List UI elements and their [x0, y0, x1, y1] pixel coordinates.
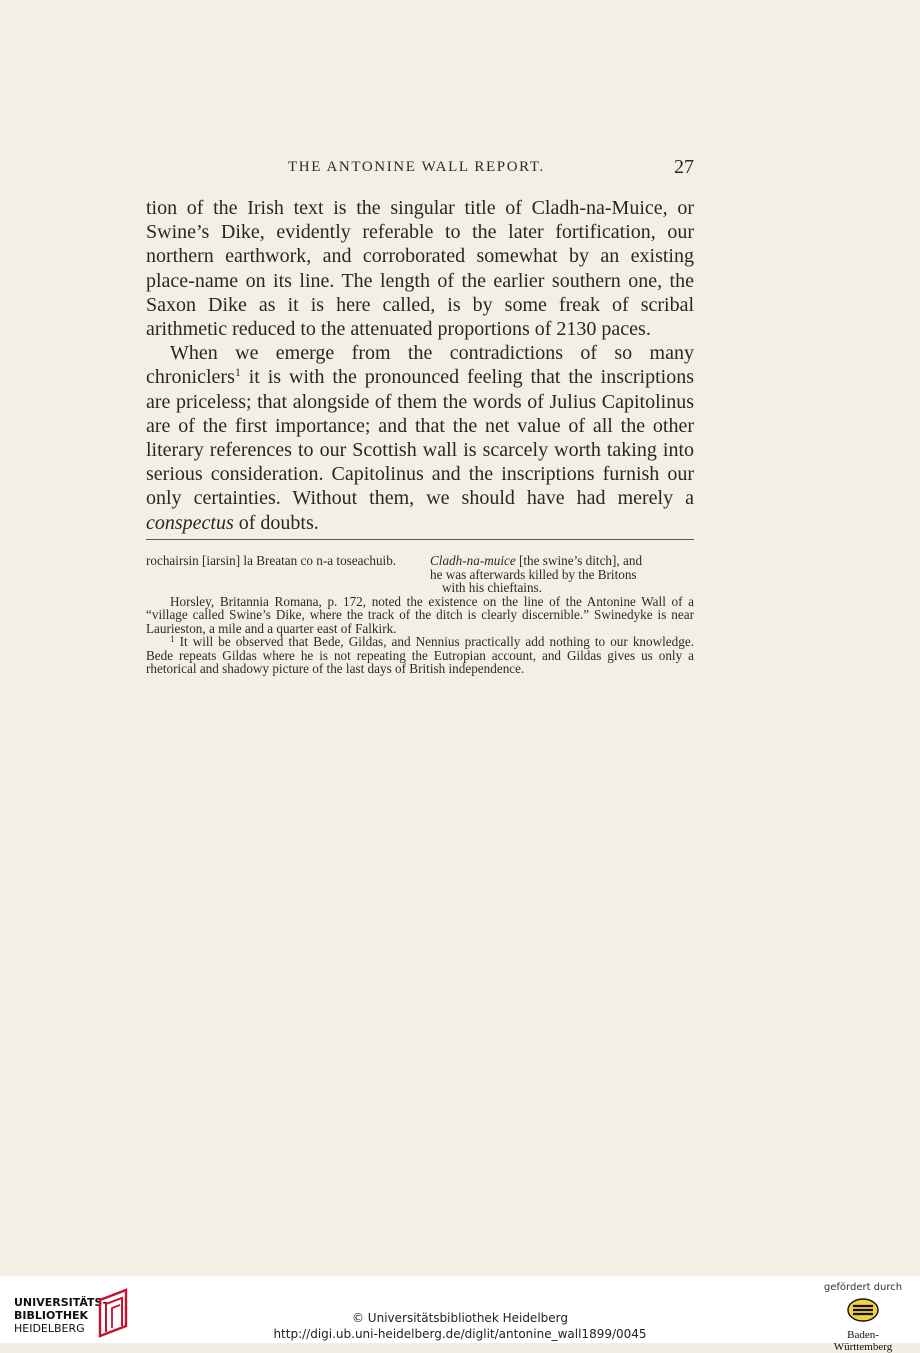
library-name-line-2: BIBLIOTHEK: [14, 1309, 89, 1322]
paragraph-2-part-b: it is with the pronounced feeling that the inscriptions are priceless; that alongside of them the words of Julius Capitolinus are of the first importance; and that the net value of all the other literary references to our Scottish wall is scarcely worth taking into serious consideration. Capitolinus and the inscriptions furnish our only certainties. Without them, we should have had merely a: [146, 366, 694, 510]
footnote-1: [146, 635, 694, 676]
coat-of-arms-icon: [846, 1297, 880, 1323]
sponsor-label: gefördert durch: [823, 1282, 903, 1293]
paragraph-2: [146, 341, 694, 535]
translation-line-2: he was afterwards killed by the Britons: [430, 566, 637, 582]
running-title: THE ANTONINE WALL REPORT.: [288, 159, 545, 175]
translation-column: [430, 554, 694, 595]
permalink-url[interactable]: http://digi.ub.uni-heidelberg.de/diglit/antonine_wall1899/0045: [273, 1327, 647, 1341]
translation-line-1-text: [the swine’s ditch], and: [515, 553, 643, 568]
translation-line-1: [430, 554, 694, 568]
sponsor-block[interactable]: [818, 1282, 908, 1353]
italic-term: conspectus: [146, 511, 234, 534]
paragraph-1: tion of the Irish text is the singular title of Cladh-na-Muice, or Swine’s Dike, evidently referable to the later fortification, our northern earthwork, and corroborated somewhat by an existing place-name on its line. The length of the earlier southern one, the Saxon Dike as it is here called, is by some freak of scribal arithmetic reduced to the attenuated proportions of 2130 paces.: [146, 197, 694, 341]
paragraph-2-part-a: When we emerge from the contradictions of so many chroniclers: [146, 342, 694, 389]
footnote-reference: 1: [234, 365, 241, 380]
footnotes: [146, 554, 694, 676]
running-head: [146, 156, 694, 182]
translation-italic: Cladh-na-muice: [430, 553, 516, 568]
copyright-notice: © Universitätsbibliothek Heidelberg: [351, 1311, 568, 1325]
library-name-line-3: HEIDELBERG: [14, 1322, 85, 1335]
page-number: 27: [674, 156, 694, 178]
footnote-mark: 1: [170, 634, 175, 644]
footer-bar: [0, 1276, 920, 1353]
horsley-note: Horsley, Britannia Romana, p. 172, noted the existence on the line of the Antonine Wall of a “village called Swine’s Dike, where the track of the ditch is clearly discernible.” Swinedyke is near Laurieston, a mile and a quarter east of Falkirk.: [146, 593, 694, 636]
library-name-line-1: UNIVERSITÄTS-: [14, 1296, 108, 1309]
paragraph-2-part-c: of doubts.: [233, 511, 319, 534]
sponsor-name: Baden-Württemberg: [833, 1329, 893, 1353]
translation-line-3: with his chieftains.: [442, 580, 542, 595]
footnote-1-text: It will be observed that Bede, Gildas, and Nennius practically add nothing to our knowledge. Bede repeats Gildas where he is not repeating the Eutropian account, and Gildas gives us only a rhetorical and shadowy picture of the last days of British independence.: [146, 634, 694, 676]
footnote-rule: [146, 539, 694, 540]
body-text: [146, 196, 694, 535]
irish-text-column: rochairsin [iarsin] la Breatan co n-a toseachuib.: [146, 553, 397, 568]
translation-columns: [146, 554, 694, 595]
